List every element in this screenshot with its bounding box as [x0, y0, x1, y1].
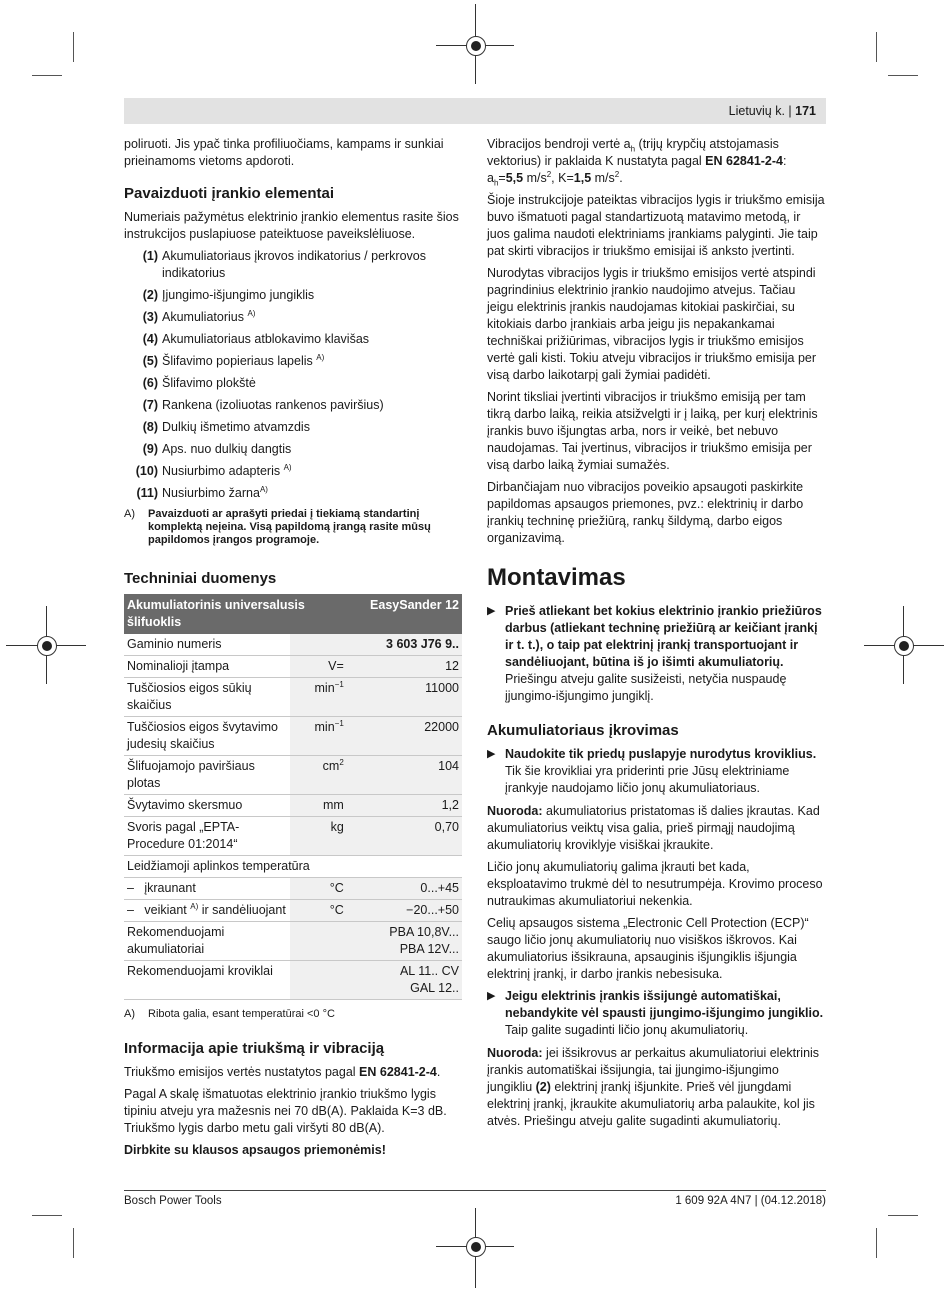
warning-bullet: ▶ Naudokite tik priedų puslapyje nurodytus kroviklius. Tik šie krovikliai yra priderinti prie Jūsų elektriniame įrankyje naudojamo ličio jonų akumuliatoriaus.	[487, 747, 817, 795]
vibration-paragraph: Vibracijos bendroji vertė $a_h$ (trijų krypčių atstojamasis vektorius) ir paklaida K nustatyta pagal EN 62841-2-4:	[487, 137, 787, 168]
charging-paragraph: Ličio jonų akumuliatorių galima įkrauti bet kada, eksploatavimo trukmė dėl to nesutrumpėja. Krovimo proceso nutraukimas akumuliatoriui nekenkia.	[487, 860, 823, 908]
table-row: – įkraunant °C 0...+45	[124, 878, 462, 900]
table-row: Rekomenduojami akumuliatoriai PBA 10,8V... PBA 12V...	[124, 922, 462, 961]
crop-mark	[73, 32, 74, 62]
intro-text: poliruoti. Jis ypač tinka profiliuočiams, kampams ir sunkiai prieinamoms vietoms apdoroti.	[124, 137, 444, 168]
crop-mark	[32, 1215, 62, 1216]
crop-mark	[888, 1215, 918, 1216]
vibration-values: $a_h=5,5$ $m/s^2$, K=1,5 $m/s^2$.	[487, 169, 623, 188]
table-row: Leidžiamoji aplinkos temperatūra	[124, 856, 462, 878]
bullet-arrow-icon: ▶	[487, 605, 496, 617]
crop-mark	[876, 32, 877, 62]
vibration-paragraph: Norint tiksliai įvertinti vibracijos ir triukšmo emisiją per tam tikrą darbo laiką, reikia atsižvelgti ir į laiką, per kurį elektrinis įrankis buvo išjungtas arba, nors ir veikė, bet nebuvo naudojamas. Tai įvertinus, vibracijos ir triukšmo emisija per visą darbo laiką žymiai sumažės.	[487, 390, 818, 472]
tech-data-table	[124, 594, 462, 1000]
components-footnote: A) Pavaizduoti ar aprašyti priedai į tiekiamą standartinį komplektą neįeina. Visą papildomą įrangą rasite mūsų papildomos įrangos programoje.	[124, 508, 431, 546]
note-paragraph: Nuoroda: jei išsikrovus ar perkaitus akumuliatoriui elektrinis įrankis automatiškai išsijungia, tai įjungimo-išjungimo jungikliu (2) elektrinį įrankį išjunkite. Prieš vėl įjungdami elektrinį įrankį, įkraukite akumuliatorių arba palaukite, kol jis atvės. Priešingu atveju galite sugadinti akumuliatorių.	[487, 1046, 820, 1128]
header-separator: |	[788, 104, 792, 118]
header-language: Lietuvių k.	[728, 104, 785, 118]
mounting-heading: Montavimas	[487, 564, 626, 591]
table-row: Nominalioji įtampa V= 12	[124, 656, 462, 678]
bullet-arrow-icon: ▶	[487, 990, 496, 1002]
list-item: (10) Nusiurbimo adapteris $^{A)}$	[135, 462, 292, 478]
table-row: Rekomenduojami kroviklai AL 11.. CV GAL 12..	[124, 961, 462, 1000]
note-paragraph: Nuoroda: akumuliatorius pristatomas iš dalies įkrautas. Kad akumuliatorius veiktų visa galia, prieš pirmąjį naudojimą akumuliatorių kroviklyje visiškai įkraukite.	[487, 804, 820, 852]
vibration-paragraph: Dirbančiajam nuo vibracijos poveikio apsaugoti paskirkite papildomas apsaugos priemones, pvz.: elektrinių ir darbo įrankių techninę priežiūrą, rankų šildymą, darbo eigos organizavimą.	[487, 480, 804, 545]
table-row: Gaminio numeris 3 603 J76 9..	[124, 634, 462, 656]
footer-brand: Bosch Power Tools	[124, 1195, 222, 1207]
components-heading: Pavaizduoti įrankio elementai	[124, 185, 335, 202]
components-intro: Numeriais pažymėtus elektrinio įrankio elementus rasite šios instrukcijos puslapiuose pateiktuose paveikslėliuose.	[124, 210, 459, 241]
table-row: Švytavimo skersmuo mm 1,2	[124, 795, 462, 817]
table-row: Tuščiosios eigos švytavimo judesių skaičius $\min^{-1}$ 22000	[124, 717, 462, 756]
list-item: (3) Akumuliatorius $^{A)}$	[142, 308, 256, 324]
table-header-cell: Akumuliatorinis universalusis šlifuoklis	[124, 594, 350, 634]
noise-paragraph: Pagal A skalę išmatuotas elektrinio įrankio triukšmo lygis tipiniu atveju yra mažesnis nei 70 dB(A). Paklaida K=3 dB. Triukšmo lygis darbo metu gali viršyti 80 dB(A).	[124, 1087, 447, 1135]
table-header-row	[124, 594, 462, 634]
list-item: (5) Šlifavimo popieriaus lapelis $^{A)}$	[142, 352, 325, 368]
table-row: Svoris pagal „EPTA-Procedure 01:2014“ kg 0,70	[124, 817, 462, 856]
bullet-arrow-icon: ▶	[487, 748, 496, 760]
charging-heading: Akumuliatoriaus įkrovimas	[487, 722, 679, 739]
table-row: Šlifuojamojo paviršiaus plotas $cm^2$ 104	[124, 756, 462, 795]
header-text	[729, 103, 816, 120]
crop-mark	[876, 1228, 877, 1258]
list-item: (8) Dulkių išmetimo atvamzdis	[142, 420, 310, 434]
tech-footnote: A) Ribota galia, esant temperatūrai <0 °C	[124, 1008, 335, 1020]
table-row: Tuščiosios eigos sūkių skaičius $\min^{-1}$ 11000	[124, 678, 462, 717]
tech-data-heading: Techniniai duomenys	[124, 570, 277, 587]
table-row: – veikiant $^{A)}$ ir sandėliuojant °C −20...+50	[124, 900, 462, 922]
registration-target-icon	[466, 1237, 486, 1257]
registration-target-icon	[37, 636, 57, 656]
list-item: (9) Aps. nuo dulkių dangtis	[142, 442, 292, 456]
registration-target-icon	[894, 636, 914, 656]
noise-heading: Informacija apie triukšmą ir vibraciją	[124, 1040, 385, 1057]
charging-paragraph: Celių apsaugos sistema „Electronic Cell Protection (ECP)“ saugo ličio jonų akumuliatorių nuo visiškos iškrovos. Kai akumuliatorius išsikrauna, apsauginis išjungiklis išjungia elektrinį įrankį, ir darbo įrankis nebesisuka.	[487, 916, 809, 981]
table-header-cell: EasySander 12	[350, 594, 462, 634]
list-item: (7) Rankena (izoliuotas rankenos paviršius)	[142, 398, 384, 412]
left-column	[124, 136, 462, 1164]
vibration-paragraph: Nurodytas vibracijos lygis ir triukšmo emisijos vertė atspindi pagrindinius elektrinio įrankio naudojimo atvejus. Tačiau jeigu elektrinis įrankis naudojamas kitokiai paskirčiai, su kitokiais darbo įrankiais arba jeigu jis nepakankamai techniškai prižiūrimas, vibracijos lygis ir triukšmo emisijos vertė gali kisti. Tokiu atveju vibracijos ir triukšmo emisija per visą darbo laikotarpį gali žymiai padidėti.	[487, 266, 817, 382]
footer-doc-number: 1 609 92A 4N7 | (04.12.2018)	[675, 1195, 826, 1207]
warning-bullet: ▶ Prieš atliekant bet kokius elektrinio įrankio priežiūros darbus (atliekant techninę priežiūrą ar keičiant įrankį ir t. t.), o taip pat elektrinį įrankį transportuojant ir sandėliuojant, būtina iš jo išimti akumuliatorių. Priešingu atveju galite susižeisti, netyčia nuspaudę įjungimo-išjungimo jungiklį.	[487, 604, 822, 703]
crop-mark	[888, 75, 918, 76]
page-footer	[124, 1190, 826, 1210]
components-list	[124, 248, 462, 502]
list-item: (11) Nusiurbimo žarna$^{A)}$	[136, 484, 268, 500]
list-item: (6) Šlifavimo plokštė	[142, 376, 256, 390]
list-item: (1) Akumuliatoriaus įkrovos indikatorius / perkrovos indikatorius	[142, 249, 426, 280]
page-header	[124, 98, 826, 124]
registration-target-icon	[466, 36, 486, 56]
warning-bullet: ▶ Jeigu elektrinis įrankis išsijungė automatiškai, nebandykite vėl spausti įjungimo-išjungimo jungiklio. Taip galite sugadinti ličio jonų akumuliatorių.	[487, 989, 824, 1037]
page-number: 171	[795, 104, 816, 118]
noise-paragraph: Triukšmo emisijos vertės nustatytos pagal EN 62841-2-4.	[124, 1065, 441, 1079]
list-item: (4) Akumuliatoriaus atblokavimo klavišas	[142, 332, 370, 346]
list-item: (2) Įjungimo-išjungimo jungiklis	[142, 288, 315, 302]
crop-mark	[32, 75, 62, 76]
right-column	[487, 136, 825, 1135]
vibration-paragraph: Šioje instrukcijoje pateiktas vibracijos lygis ir triukšmo emisija buvo išmatuoti pagal standartizuotą matavimo metodą, ir juos galima naudoti elektriniams įrankiams palyginti. Jie taip pat skirti vibracijos ir triukšmo emisijai iš anksto įvertinti.	[487, 193, 825, 258]
noise-warning: Dirbkite su klausos apsaugos priemonėmis!	[124, 1143, 386, 1157]
crop-mark	[73, 1228, 74, 1258]
